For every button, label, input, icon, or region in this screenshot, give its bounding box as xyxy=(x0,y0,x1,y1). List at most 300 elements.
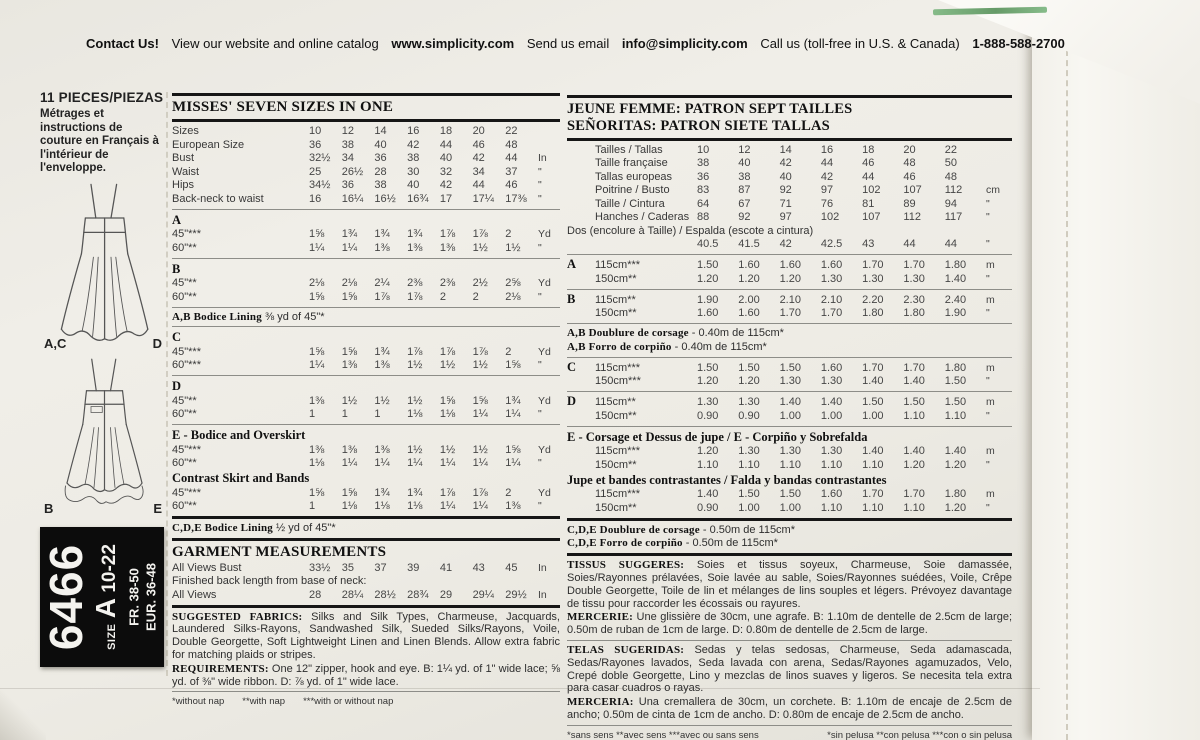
table-cell: 44 xyxy=(439,138,453,151)
french-spanish-yardage-table xyxy=(567,92,1012,740)
unit-cell: Yd xyxy=(538,277,551,289)
table-cell: 1⅛ xyxy=(341,500,357,513)
section-letter: A xyxy=(567,257,577,271)
paragraph-lead: A,B Doublure de corsage xyxy=(567,327,689,339)
table-cell: 1⅛ xyxy=(374,500,390,513)
table-cell: 1.30 xyxy=(779,445,801,458)
table-cell: 1.70 xyxy=(903,361,925,374)
table-cell: 2.40 xyxy=(944,293,967,306)
table-cell: 1¾ xyxy=(374,486,390,499)
table-title: GARMENT MEASUREMENTS xyxy=(172,544,387,561)
table-cell: 0.90 xyxy=(697,501,719,514)
table-cell: 97 xyxy=(779,211,792,223)
table-cell: 1⅜ xyxy=(374,359,390,372)
table-row xyxy=(172,487,560,500)
row-label: 45"*** xyxy=(172,228,201,240)
section-heading: E - Bodice and Overskirt xyxy=(172,428,306,443)
section-heading: Contrast Skirt and Bands xyxy=(172,471,310,486)
footnote xyxy=(172,695,560,708)
view-label-d: D xyxy=(152,335,162,351)
table-cell: 1.70 xyxy=(862,259,884,271)
unit-cell: " xyxy=(985,409,990,422)
table-cell: 1⅜ xyxy=(439,241,456,254)
unit-cell: " xyxy=(985,211,990,223)
unit-cell: " xyxy=(985,307,990,319)
view-label-b: B xyxy=(44,500,54,516)
unit-cell: In xyxy=(538,561,547,574)
table-cell: 1⅛ xyxy=(407,500,423,513)
table-cell: 1.40 xyxy=(903,445,925,458)
table-cell: 1¼ xyxy=(505,457,521,470)
row-label: 45"*** xyxy=(172,486,201,499)
paragraph-lead: A,B Forro de corpiño xyxy=(567,340,672,353)
table-row xyxy=(172,562,560,575)
table-row xyxy=(172,500,560,513)
table-cell: 1.10 xyxy=(862,501,884,514)
divider xyxy=(567,357,1012,358)
table-cell: 1.60 xyxy=(779,259,801,271)
table-cell: 0.90 xyxy=(738,409,760,422)
row-label: Poitrine / Busto xyxy=(595,184,670,196)
table-cell: 1⅝ xyxy=(341,486,357,499)
envelope-flap-crease xyxy=(1066,40,1068,740)
unit-cell: " xyxy=(538,290,542,303)
unit-cell: " xyxy=(985,238,990,250)
row-label: 115cm*** xyxy=(595,259,641,271)
table-cell: 42 xyxy=(820,170,834,183)
table-text: Dos (encolure à Taille) / Espalda (escote a cintura) xyxy=(567,224,814,237)
paragraph: C,D,E Bodice Lining ½ yd of 45"* xyxy=(172,522,336,535)
table-cell: 1 xyxy=(341,408,348,421)
divider xyxy=(567,725,1012,726)
table-cell: 1.00 xyxy=(779,501,801,514)
table-cell: 1.00 xyxy=(779,409,801,422)
table-cell: 1¾ xyxy=(374,345,390,358)
table-cell: 1.20 xyxy=(944,501,967,514)
table-row xyxy=(567,459,1012,472)
table-cell: 1.50 xyxy=(697,259,719,271)
footnote xyxy=(567,729,1012,740)
contact-us-label: Contact Us! xyxy=(86,36,159,51)
table-cell: 1⅜ xyxy=(341,443,357,456)
table-cell: 1.80 xyxy=(903,307,925,319)
table-cell: 41 xyxy=(439,561,453,574)
row-label: 115cm*** xyxy=(595,445,641,458)
table-cell: 1¼ xyxy=(472,500,488,513)
row-label: 150cm** xyxy=(595,272,637,285)
table-cell: 1¾ xyxy=(505,394,521,407)
table-cell: 1⅞ xyxy=(439,486,456,499)
table-cell: 1⅜ xyxy=(407,241,423,254)
paragraph: A,B Bodice Lining ⅜ yd of 45"* xyxy=(172,310,325,323)
table-cell: 1.30 xyxy=(738,396,760,409)
table-cell: 1.20 xyxy=(697,445,719,458)
table-cell: 36 xyxy=(374,152,387,164)
row-label: Waist xyxy=(172,165,200,178)
paragraph: TELAS SUGERIDAS: Sedas y telas sedosas, Charmeuse, Seda adamascada, Sedas/Rayones lavados, Seda lavada con arena, Sedas/Rayones agamuzados, Velo, Crepé doble Georgette, Lino y mezclas de linos suaves y ligeros. Se necesita tela extra para casar cuadros o rayas. xyxy=(567,643,1012,695)
table-cell: 1¼ xyxy=(407,457,423,470)
table-cell: 71 xyxy=(779,197,792,210)
paragraph-lead: TISSUS SUGGERES: xyxy=(567,559,685,572)
table-cell: 16½ xyxy=(374,192,396,205)
table-cell: 1.30 xyxy=(738,445,760,458)
table-row xyxy=(567,157,1012,170)
table-cell: 48 xyxy=(903,157,916,169)
table-cell: 1.50 xyxy=(944,396,967,409)
table-cell: 20 xyxy=(472,125,485,137)
paragraph-lead: C,D,E Doublure de corsage xyxy=(567,523,700,536)
table-cell: 88 xyxy=(697,211,710,223)
section-heading: D xyxy=(172,379,182,394)
row-label: Back-neck to waist xyxy=(172,192,264,205)
table-cell: 38 xyxy=(374,179,387,191)
table-cell: 1.50 xyxy=(903,396,925,409)
table-cell: 2 xyxy=(472,290,479,303)
table-cell: 1¾ xyxy=(341,228,357,240)
table-row xyxy=(567,184,1012,197)
unit-cell: Yd xyxy=(538,486,551,499)
left-panel xyxy=(40,90,166,516)
paragraph: MERCERIE: Une glissière de 30cm, une agrafe. B: 1.10m de dentelle de 2.5cm de large; 0.50m de ruban de 1cm de large. D: 0.80m de dentelle de 2.5cm de large. xyxy=(567,611,1012,637)
table-cell: 1⅝ xyxy=(505,443,521,456)
unit-cell: " xyxy=(538,500,542,513)
divider-thick xyxy=(567,95,1012,98)
divider-thick xyxy=(567,553,1012,556)
table-cell: 1.50 xyxy=(738,361,760,374)
table-row xyxy=(172,166,560,179)
table-row xyxy=(172,395,560,408)
table-cell: 1.50 xyxy=(944,375,967,388)
table-cell: 1½ xyxy=(407,443,423,456)
table-cell: 2⅛ xyxy=(341,277,357,289)
table-cell: 1¾ xyxy=(374,228,390,240)
table-cell: 22 xyxy=(505,125,518,137)
table-cell: 44 xyxy=(862,170,875,183)
divider-thick xyxy=(172,93,560,96)
unit-cell: m xyxy=(985,396,995,409)
table-cell: 38 xyxy=(407,152,420,164)
paragraph: REQUIREMENTS: One 12" zipper, hook and eye. B: 1¼ yd. of 1" wide lace; ⅝ yd. of ⅜" wide ribbon. D: ⅞ yd. of 1" wide lace. xyxy=(172,662,560,688)
table-cell: 1½ xyxy=(505,241,521,254)
table-cell: 44 xyxy=(944,238,957,250)
table-cell: 1⅜ xyxy=(341,359,357,372)
table-cell: 1.30 xyxy=(820,445,843,458)
contact-bar xyxy=(86,36,1074,51)
row-label: 115cm** xyxy=(595,396,636,409)
table-cell: 1.10 xyxy=(944,409,967,422)
table-cell: 1⅞ xyxy=(472,228,488,240)
table-cell: 1½ xyxy=(472,241,488,254)
table-cell: 1½ xyxy=(374,394,390,407)
table-cell: 18 xyxy=(862,143,875,156)
divider xyxy=(567,426,1012,427)
table-cell: 44 xyxy=(505,152,518,164)
table-cell: 38 xyxy=(341,138,354,151)
table-cell: 43 xyxy=(862,238,875,250)
table-cell: 48 xyxy=(505,138,518,151)
table-cell: 42.5 xyxy=(820,238,843,250)
table-cell: 2 xyxy=(505,486,512,499)
table-cell: 1.30 xyxy=(697,396,719,409)
paragraph: MERCERIA: Una cremallera de 30cm, un corchete. B: 1.10m de encaje de 2.5cm de ancho; 0.50m de cinta de 1cm de ancho. D: 0.80m de encaje de 2.5cm de ancho. xyxy=(567,696,1012,721)
table-cell: 2.30 xyxy=(903,293,925,306)
table-cell: 1.30 xyxy=(862,272,884,285)
table-cell: 1 xyxy=(309,500,316,513)
table-cell: 1.60 xyxy=(820,361,843,374)
table-cell: 12 xyxy=(738,143,751,156)
table-cell: 43 xyxy=(472,561,485,574)
table-cell: 10 xyxy=(697,143,710,156)
table-cell: 1⅜ xyxy=(309,394,325,407)
section-letter: B xyxy=(567,291,576,306)
table-cell: 1.80 xyxy=(944,488,967,501)
footnote-item: *without nap xyxy=(172,696,225,708)
table-title: SEÑORITAS: PATRON SIETE TALLAS xyxy=(567,118,830,134)
unit-cell: " xyxy=(985,197,990,210)
table-row xyxy=(172,408,560,421)
table-cell: 2½ xyxy=(472,277,488,289)
table-cell: 20 xyxy=(903,143,916,156)
table-cell: 1.40 xyxy=(779,396,801,409)
table-cell: 1.20 xyxy=(697,272,719,285)
table-cell: 1⅝ xyxy=(505,359,521,372)
table-cell: 1⅝ xyxy=(309,486,325,499)
table-cell: 37 xyxy=(505,165,518,178)
row-label: Taille française xyxy=(595,157,668,169)
table-row xyxy=(567,488,1012,501)
table-cell: 1¾ xyxy=(407,228,423,240)
table-cell: 1.80 xyxy=(862,307,884,319)
table-cell: 1.00 xyxy=(862,409,884,422)
table-cell: 1.20 xyxy=(738,272,760,285)
table-cell: 67 xyxy=(738,197,751,210)
table-cell: 87 xyxy=(738,184,751,196)
table-cell: 1½ xyxy=(407,359,423,372)
paragraph-lead: TELAS SUGERIDAS: xyxy=(567,643,685,656)
table-cell: 1.20 xyxy=(697,375,719,388)
table-cell: 34 xyxy=(341,152,354,164)
table-cell: 1.40 xyxy=(944,445,967,458)
row-label: 45"** xyxy=(172,394,197,407)
unit-cell: Yd xyxy=(538,394,551,407)
table-cell: 1⅞ xyxy=(439,345,456,358)
table-row xyxy=(172,589,560,602)
table-cell: 1.80 xyxy=(944,259,967,271)
envelope-flap xyxy=(1032,0,1200,740)
table-row xyxy=(567,198,1012,211)
row-label: All Views Bust xyxy=(172,561,242,574)
footnote-item: *sans sens **avec sens ***avec ou sans sens xyxy=(567,729,759,740)
row-label: Sizes xyxy=(172,125,199,137)
table-row xyxy=(172,179,560,192)
table-cell: 12 xyxy=(341,125,354,137)
table-cell: 1.40 xyxy=(862,375,884,388)
table-cell: 36 xyxy=(697,170,710,183)
divider xyxy=(172,375,560,376)
table-cell: 1⅛ xyxy=(439,408,456,421)
table-cell: 40 xyxy=(779,170,792,183)
table-cell: 44 xyxy=(472,179,485,191)
table-cell: 32 xyxy=(439,165,453,178)
divider-thick xyxy=(567,138,1012,141)
table-cell: 1¼ xyxy=(439,500,456,513)
table-cell: 1.30 xyxy=(903,272,925,285)
table-row xyxy=(172,228,560,241)
table-cell: 1⅛ xyxy=(309,457,325,470)
table-cell: 1.70 xyxy=(903,488,925,501)
table-cell: 2⅜ xyxy=(407,277,423,289)
phone-number: 1-888-588-2700 xyxy=(972,36,1065,51)
divider xyxy=(172,424,560,425)
paragraph: A,B Forro de corpiño - 0.40m de 115cm* xyxy=(567,340,767,353)
table-row xyxy=(567,410,1012,423)
table-row xyxy=(567,238,1012,251)
unit-cell: " xyxy=(538,241,542,254)
paragraph-lead: C,D,E Forro de corpiño xyxy=(567,537,683,550)
table-cell: 1.20 xyxy=(944,458,967,471)
table-cell: 102 xyxy=(862,184,881,196)
row-label: 60"** xyxy=(172,500,197,513)
unit-cell: " xyxy=(538,457,542,470)
footnote-item: *sin pelusa **con pelusa ***con o sin pelusa xyxy=(827,729,1012,740)
table-cell: 89 xyxy=(903,197,916,210)
table-cell: 1.20 xyxy=(779,272,801,285)
unit-cell: m xyxy=(985,293,995,306)
table-cell: 32½ xyxy=(309,152,331,164)
table-cell: 46 xyxy=(862,157,875,169)
table-cell: 28¾ xyxy=(407,588,429,601)
table-cell: 16 xyxy=(820,143,834,156)
unit-cell: " xyxy=(538,179,542,191)
table-cell: 17¼ xyxy=(472,192,494,205)
table-cell: 1⅝ xyxy=(341,345,357,358)
table-row xyxy=(172,193,560,206)
unit-cell: Yd xyxy=(538,228,551,240)
row-label: 60"** xyxy=(172,241,197,254)
section-heading: B xyxy=(172,261,181,276)
table-cell: 1¾ xyxy=(407,486,423,499)
table-cell: 1 xyxy=(374,408,381,421)
table-cell: 1.40 xyxy=(862,445,884,458)
table-cell: 41.5 xyxy=(738,238,760,250)
unit-cell: " xyxy=(985,375,990,388)
table-cell: 1.00 xyxy=(738,501,760,514)
email-address: info@simplicity.com xyxy=(621,36,748,51)
paragraph: C,D,E Forro de corpiño - 0.50m de 115cm* xyxy=(567,537,778,550)
table-cell: 50 xyxy=(944,157,957,169)
table-cell: 83 xyxy=(697,184,710,196)
table-row xyxy=(567,502,1012,515)
table-row xyxy=(172,457,560,470)
paragraph-lead: C,D,E Bodice Lining xyxy=(172,522,273,535)
row-label: 60"** xyxy=(172,457,197,470)
table-row xyxy=(567,307,1012,320)
unit-cell: m xyxy=(985,488,995,501)
table-row xyxy=(567,211,1012,224)
table-cell: 92 xyxy=(738,211,751,223)
table-cell: 30 xyxy=(407,165,420,178)
table-cell: 40 xyxy=(439,152,453,164)
table-cell: 1⅝ xyxy=(309,345,325,358)
paragraph: A,B Doublure de corsage - 0.40m de 115cm* xyxy=(567,327,784,339)
unit-cell: m xyxy=(985,445,995,458)
table-cell: 2 xyxy=(505,345,512,358)
table-cell: 1.50 xyxy=(738,488,760,501)
dress-back-view-ac-d-drawing xyxy=(40,182,166,351)
table-cell: 1.10 xyxy=(903,409,925,422)
size-eur: EUR. 36-48 xyxy=(143,563,159,631)
table-cell: 1.60 xyxy=(697,307,719,319)
table-cell: 1.90 xyxy=(944,307,967,319)
table-cell: 1⅜ xyxy=(374,241,390,254)
table-row xyxy=(172,277,560,290)
unit-cell: " xyxy=(985,458,990,471)
table-cell: 1⅝ xyxy=(341,290,357,303)
size-range: 10-22 xyxy=(99,544,120,593)
table-cell: 2⅜ xyxy=(439,277,456,289)
table-cell: 1.10 xyxy=(820,458,843,471)
table-cell: 1¼ xyxy=(472,457,488,470)
footnote-item: **with nap xyxy=(242,696,286,708)
table-cell: 2.10 xyxy=(779,293,801,306)
table-cell: 1.40 xyxy=(944,272,967,285)
divider-thick xyxy=(172,119,560,122)
table-cell: 1.20 xyxy=(903,458,925,471)
divider xyxy=(567,640,1012,641)
divider xyxy=(172,209,560,210)
unit-cell: " xyxy=(538,165,542,178)
table-row xyxy=(567,445,1012,458)
table-cell: 29¼ xyxy=(472,588,494,601)
size-letter: A xyxy=(90,597,121,619)
table-cell: 46 xyxy=(903,170,916,183)
table-cell: 1¼ xyxy=(374,457,390,470)
table-cell: 2.10 xyxy=(820,293,843,306)
table-cell: 46 xyxy=(505,179,518,191)
table-cell: 64 xyxy=(697,197,710,210)
table-cell: 1.60 xyxy=(738,307,760,319)
table-cell: 14 xyxy=(779,143,792,156)
table-cell: 1.10 xyxy=(862,458,884,471)
paragraph: TISSUS SUGGERES: Soies et tissus soyeux, Charmeuse, Soie damassée, Soies/Rayonnes prélavées, Soie lavée au sable, Soies/Rayonnes suédées, Voile, Crêpe Double Georgette, Toile de lin et mélanges de lins souples et légers. Prévoyez davantage de tissu pour raccorder les écossais ou rayures. xyxy=(567,559,1012,610)
unit-cell: m xyxy=(985,361,995,374)
paragraph: C,D,E Doublure de corsage - 0.50m de 115cm* xyxy=(567,523,796,536)
table-cell: 40 xyxy=(738,157,751,169)
table-cell: 1.50 xyxy=(697,361,719,374)
table-row xyxy=(172,291,560,304)
table-cell: 117 xyxy=(944,211,963,223)
table-cell: 1½ xyxy=(472,359,488,372)
divider xyxy=(567,323,1012,324)
table-cell: 14 xyxy=(374,125,387,137)
row-label: 150cm** xyxy=(595,409,637,422)
table-cell: 0.90 xyxy=(697,409,719,422)
row-label: 115cm*** xyxy=(595,361,641,374)
divider xyxy=(567,254,1012,255)
size-label xyxy=(90,544,122,650)
table-cell: 81 xyxy=(862,197,875,210)
row-label: 45"** xyxy=(172,277,197,289)
table-cell: 42 xyxy=(439,179,453,191)
size-word: SIZE xyxy=(106,623,118,650)
table-cell: 2.00 xyxy=(738,293,760,306)
table-cell: 1.70 xyxy=(862,361,884,374)
row-label: Tallas europeas xyxy=(595,170,673,183)
table-cell: 1.30 xyxy=(779,375,801,388)
table-cell: 1⅞ xyxy=(407,290,423,303)
section-heading: Jupe et bandes contrastantes / Falda y bandas contrastantes xyxy=(567,472,887,487)
table-cell: 25 xyxy=(309,165,322,178)
